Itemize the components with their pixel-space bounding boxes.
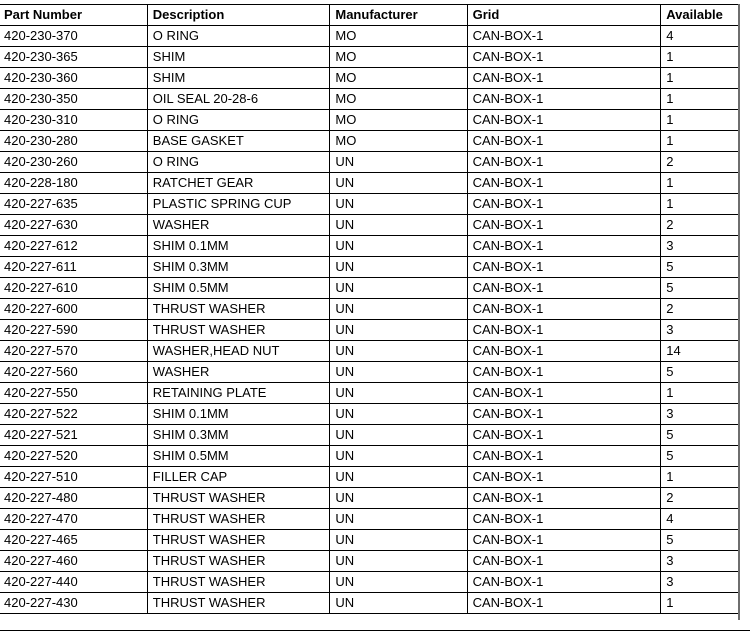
cell-description: FILLER CAP (147, 467, 330, 488)
cell-part-number: 420-227-550 (0, 383, 147, 404)
cell-manufacturer: MO (330, 110, 467, 131)
cell-available: 5 (661, 257, 740, 278)
cell-part-number: 420-227-440 (0, 572, 147, 593)
cell-description: O RING (147, 152, 330, 173)
cell-manufacturer: UN (330, 551, 467, 572)
cell-grid: CAN-BOX-1 (467, 320, 661, 341)
cell-description: SHIM 0.5MM (147, 446, 330, 467)
cell-part-number: 420-227-560 (0, 362, 147, 383)
cell-description: THRUST WASHER (147, 572, 330, 593)
table-row (0, 299, 740, 320)
cell-grid: CAN-BOX-1 (467, 509, 661, 530)
cell-grid: CAN-BOX-1 (467, 362, 661, 383)
cell-description: THRUST WASHER (147, 593, 330, 614)
cell-description: THRUST WASHER (147, 530, 330, 551)
cell-grid: CAN-BOX-1 (467, 404, 661, 425)
cell-available: 1 (661, 131, 740, 152)
cell-manufacturer: MO (330, 68, 467, 89)
cell-description: SHIM 0.5MM (147, 278, 330, 299)
cell-description: SHIM (147, 47, 330, 68)
cell-description: SHIM 0.1MM (147, 404, 330, 425)
cell-part-number: 420-227-570 (0, 341, 147, 362)
table-row (0, 425, 740, 446)
cell-manufacturer: UN (330, 173, 467, 194)
cell-manufacturer: UN (330, 530, 467, 551)
table-row (0, 362, 740, 383)
table-header (0, 5, 740, 26)
table-row (0, 47, 740, 68)
table-row (0, 509, 740, 530)
parts-table (0, 4, 740, 614)
cell-available: 3 (661, 404, 740, 425)
cell-grid: CAN-BOX-1 (467, 110, 661, 131)
cell-available: 1 (661, 110, 740, 131)
table-row (0, 488, 740, 509)
table-row (0, 152, 740, 173)
cell-grid: CAN-BOX-1 (467, 194, 661, 215)
cell-grid: CAN-BOX-1 (467, 341, 661, 362)
table-row (0, 131, 740, 152)
cell-available: 5 (661, 362, 740, 383)
cell-description: WASHER (147, 362, 330, 383)
cell-available: 2 (661, 299, 740, 320)
cell-grid: CAN-BOX-1 (467, 152, 661, 173)
cell-part-number: 420-227-460 (0, 551, 147, 572)
cell-part-number: 420-227-635 (0, 194, 147, 215)
cell-description: BASE GASKET (147, 131, 330, 152)
cell-description: SHIM 0.1MM (147, 236, 330, 257)
cell-available: 1 (661, 467, 740, 488)
header-description: Description (147, 5, 330, 26)
cell-manufacturer: UN (330, 509, 467, 530)
cell-grid: CAN-BOX-1 (467, 215, 661, 236)
cell-manufacturer: UN (330, 278, 467, 299)
cell-manufacturer: MO (330, 131, 467, 152)
header-row (0, 5, 740, 26)
table-right-edge (738, 4, 740, 620)
cell-part-number: 420-227-610 (0, 278, 147, 299)
cell-part-number: 420-227-590 (0, 320, 147, 341)
cell-description: SHIM 0.3MM (147, 425, 330, 446)
cell-manufacturer: UN (330, 152, 467, 173)
cell-part-number: 420-227-611 (0, 257, 147, 278)
cell-manufacturer: UN (330, 488, 467, 509)
cell-available: 1 (661, 47, 740, 68)
cell-description: PLASTIC SPRING CUP (147, 194, 330, 215)
table-row (0, 68, 740, 89)
cell-part-number: 420-230-280 (0, 131, 147, 152)
cell-grid: CAN-BOX-1 (467, 572, 661, 593)
cell-available: 2 (661, 215, 740, 236)
cell-manufacturer: UN (330, 404, 467, 425)
cell-available: 1 (661, 593, 740, 614)
cell-grid: CAN-BOX-1 (467, 488, 661, 509)
table-row (0, 26, 740, 47)
cell-part-number: 420-227-521 (0, 425, 147, 446)
table-row (0, 530, 740, 551)
cell-part-number: 420-227-612 (0, 236, 147, 257)
header-available: Available (661, 5, 740, 26)
cell-grid: CAN-BOX-1 (467, 467, 661, 488)
cell-grid: CAN-BOX-1 (467, 236, 661, 257)
cell-part-number: 420-227-630 (0, 215, 147, 236)
cell-manufacturer: UN (330, 236, 467, 257)
table-row (0, 110, 740, 131)
cell-manufacturer: UN (330, 446, 467, 467)
cell-description: THRUST WASHER (147, 320, 330, 341)
cell-part-number: 420-227-522 (0, 404, 147, 425)
cell-description: OIL SEAL 20-28-6 (147, 89, 330, 110)
table-row (0, 572, 740, 593)
cell-available: 2 (661, 152, 740, 173)
cell-part-number: 420-230-310 (0, 110, 147, 131)
cell-part-number: 420-227-430 (0, 593, 147, 614)
bottom-divider (0, 630, 750, 631)
cell-grid: CAN-BOX-1 (467, 257, 661, 278)
header-manufacturer: Manufacturer (330, 5, 467, 26)
table-row (0, 320, 740, 341)
cell-part-number: 420-227-470 (0, 509, 147, 530)
cell-available: 4 (661, 509, 740, 530)
cell-manufacturer: UN (330, 383, 467, 404)
cell-manufacturer: MO (330, 89, 467, 110)
cell-grid: CAN-BOX-1 (467, 278, 661, 299)
table-row (0, 173, 740, 194)
table-row (0, 593, 740, 614)
cell-description: RETAINING PLATE (147, 383, 330, 404)
table-row (0, 194, 740, 215)
cell-part-number: 420-227-520 (0, 446, 147, 467)
cell-grid: CAN-BOX-1 (467, 131, 661, 152)
cell-available: 5 (661, 278, 740, 299)
table-row (0, 257, 740, 278)
cell-part-number: 420-230-350 (0, 89, 147, 110)
cell-description: RATCHET GEAR (147, 173, 330, 194)
table-row (0, 89, 740, 110)
table-row (0, 467, 740, 488)
cell-description: WASHER (147, 215, 330, 236)
cell-part-number: 420-227-480 (0, 488, 147, 509)
cell-description: THRUST WASHER (147, 299, 330, 320)
cell-manufacturer: UN (330, 257, 467, 278)
cell-part-number: 420-228-180 (0, 173, 147, 194)
cell-manufacturer: UN (330, 320, 467, 341)
cell-description: THRUST WASHER (147, 488, 330, 509)
cell-available: 5 (661, 425, 740, 446)
cell-manufacturer: UN (330, 362, 467, 383)
cell-description: WASHER,HEAD NUT (147, 341, 330, 362)
cell-available: 3 (661, 572, 740, 593)
cell-manufacturer: UN (330, 341, 467, 362)
cell-available: 1 (661, 194, 740, 215)
cell-available: 3 (661, 236, 740, 257)
cell-available: 5 (661, 530, 740, 551)
header-grid: Grid (467, 5, 661, 26)
cell-description: O RING (147, 110, 330, 131)
cell-manufacturer: UN (330, 593, 467, 614)
cell-part-number: 420-230-365 (0, 47, 147, 68)
cell-available: 1 (661, 173, 740, 194)
cell-grid: CAN-BOX-1 (467, 89, 661, 110)
cell-grid: CAN-BOX-1 (467, 299, 661, 320)
cell-description: SHIM (147, 68, 330, 89)
table-row (0, 215, 740, 236)
cell-part-number: 420-227-510 (0, 467, 147, 488)
cell-description: O RING (147, 26, 330, 47)
header-part-number: Part Number (0, 5, 147, 26)
cell-manufacturer: UN (330, 194, 467, 215)
cell-description: SHIM 0.3MM (147, 257, 330, 278)
table-row (0, 404, 740, 425)
cell-grid: CAN-BOX-1 (467, 68, 661, 89)
cell-grid: CAN-BOX-1 (467, 47, 661, 68)
cell-manufacturer: UN (330, 215, 467, 236)
cell-manufacturer: UN (330, 299, 467, 320)
table-row (0, 236, 740, 257)
cell-available: 3 (661, 551, 740, 572)
cell-manufacturer: MO (330, 47, 467, 68)
cell-available: 1 (661, 89, 740, 110)
cell-available: 1 (661, 68, 740, 89)
cell-manufacturer: MO (330, 26, 467, 47)
cell-available: 4 (661, 26, 740, 47)
cell-available: 1 (661, 383, 740, 404)
cell-grid: CAN-BOX-1 (467, 446, 661, 467)
cell-grid: CAN-BOX-1 (467, 551, 661, 572)
cell-available: 2 (661, 488, 740, 509)
cell-description: THRUST WASHER (147, 551, 330, 572)
cell-available: 3 (661, 320, 740, 341)
table-row (0, 383, 740, 404)
cell-manufacturer: UN (330, 425, 467, 446)
cell-manufacturer: UN (330, 467, 467, 488)
cell-grid: CAN-BOX-1 (467, 173, 661, 194)
cell-part-number: 420-227-600 (0, 299, 147, 320)
cell-part-number: 420-230-360 (0, 68, 147, 89)
table-body (0, 26, 740, 614)
table-row (0, 341, 740, 362)
cell-available: 14 (661, 341, 740, 362)
table-row (0, 446, 740, 467)
cell-available: 5 (661, 446, 740, 467)
cell-description: THRUST WASHER (147, 509, 330, 530)
cell-grid: CAN-BOX-1 (467, 530, 661, 551)
cell-grid: CAN-BOX-1 (467, 425, 661, 446)
table-row (0, 551, 740, 572)
cell-manufacturer: UN (330, 572, 467, 593)
cell-grid: CAN-BOX-1 (467, 383, 661, 404)
cell-part-number: 420-230-260 (0, 152, 147, 173)
cell-part-number: 420-227-465 (0, 530, 147, 551)
cell-grid: CAN-BOX-1 (467, 593, 661, 614)
cell-part-number: 420-230-370 (0, 26, 147, 47)
cell-grid: CAN-BOX-1 (467, 26, 661, 47)
table-row (0, 278, 740, 299)
